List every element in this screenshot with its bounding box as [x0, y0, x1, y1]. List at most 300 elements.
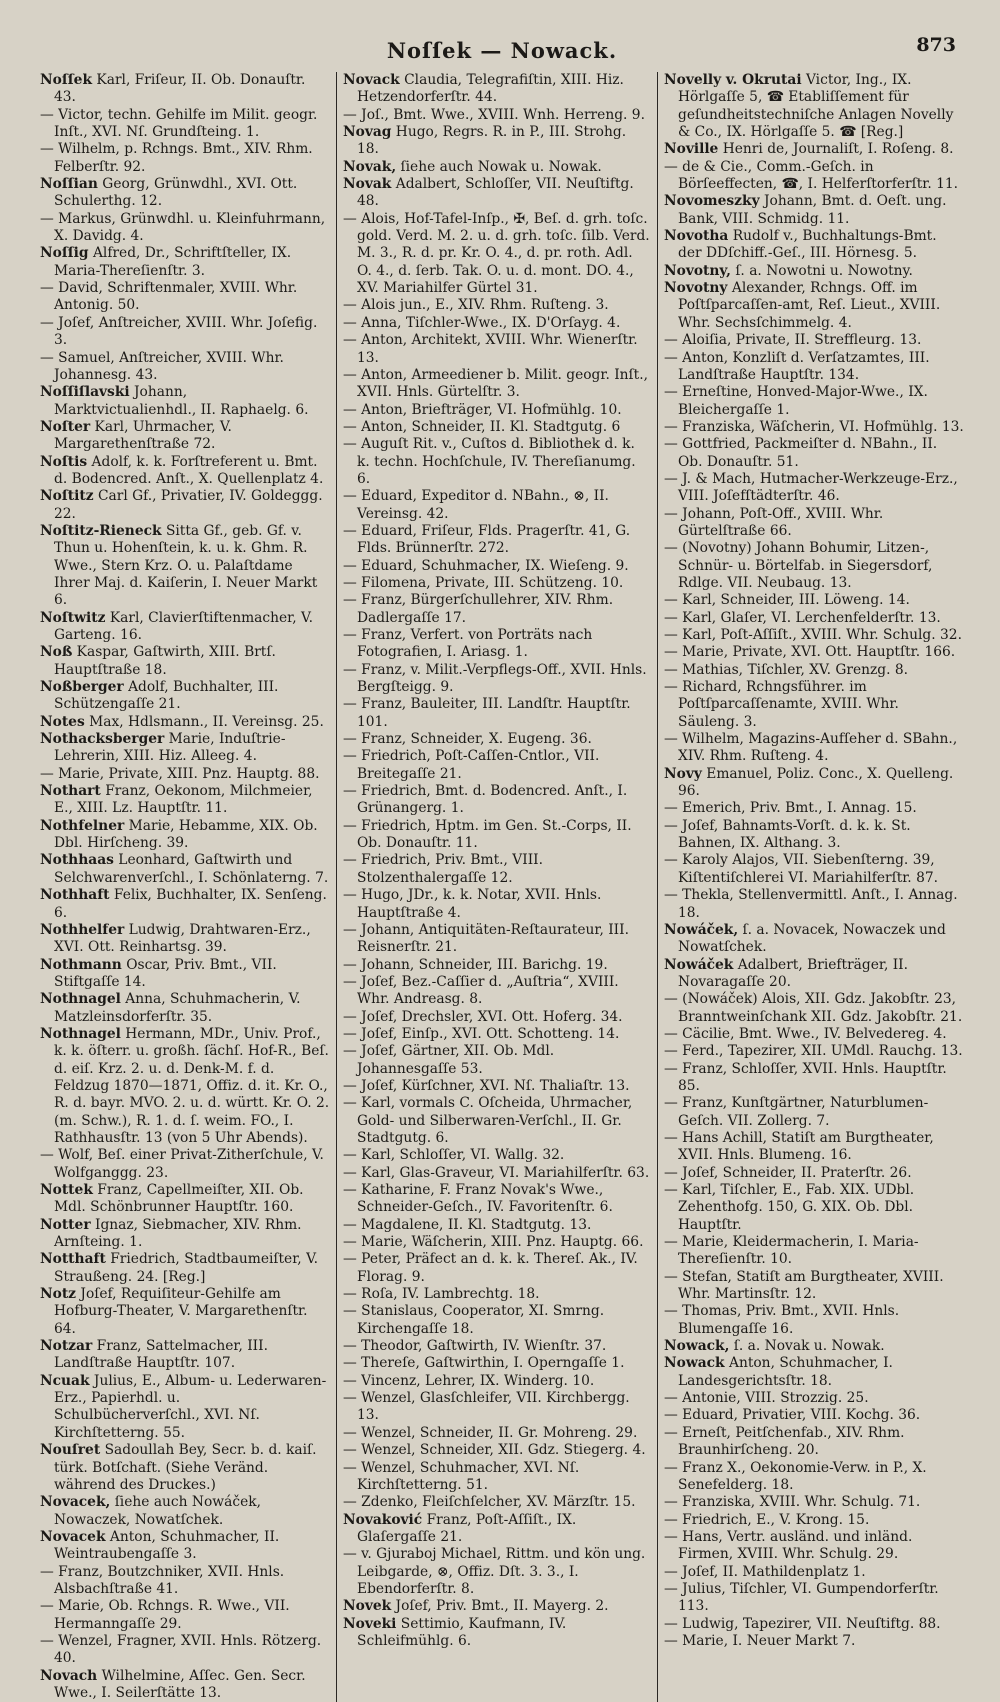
entry-surname: Notter: [40, 1216, 91, 1233]
entry-details: — Franziska, XVIII. Whr. Schulg. 71.: [664, 1494, 921, 1511]
entry-surname: Novelly v. Okrutai: [664, 72, 802, 88]
entry-details: — Wenzel, Schneider, XII. Gdz. Stiegerg. 4.: [343, 1442, 646, 1459]
entry-details: Karl, Friſeur, II. Ob. Donauſtr. 43.: [54, 72, 306, 106]
entry-details: Adolf, Buchhalter, III. Schützengaſſe 21.: [54, 679, 279, 713]
directory-entry: [40, 523, 330, 610]
entry-surname: Nothacksberger: [40, 731, 165, 748]
directory-entry: [343, 1165, 651, 1182]
entry-details: — Karl, Glaſer, VI. Lerchenfelderſtr. 13.: [664, 609, 941, 626]
directory-entry: [664, 263, 964, 280]
directory-entry: [40, 852, 330, 887]
entry-surname: Nouſret: [40, 1442, 101, 1459]
entry-details: — (Nowáček) Alois, XII. Gdz. Jakobſtr. 23, Branntweinſchank XII. Gdz. Jakobſtr. 21.: [664, 991, 963, 1025]
directory-entry: [664, 436, 964, 471]
entry-details: — Eduard, Privatier, VIII. Kochg. 36.: [664, 1407, 921, 1424]
directory-entry: [40, 1633, 330, 1668]
directory-entry: [40, 280, 330, 315]
entry-details: — Mathias, Tiſchler, XV. Grenzg. 8.: [664, 661, 909, 678]
entry-surname: Notz: [40, 1286, 77, 1303]
entry-details: ſ. a. Nowotni u. Nowotny.: [730, 262, 913, 279]
entry-details: — Marie, Private, XIII. Pnz. Hauptg. 88.: [40, 765, 320, 782]
directory-entry: [343, 1373, 651, 1390]
directory-entry: [343, 297, 651, 314]
directory-entry: [664, 662, 964, 679]
directory-entry: [664, 1165, 964, 1182]
entry-details: — Erneſtine, Honved-Major-Wwe., IX. Bleichergaſſe 1.: [664, 384, 928, 418]
directory-entry: [40, 1529, 330, 1564]
directory-entry: [40, 1494, 330, 1529]
entry-details: Settimio, Kaufmann, IV. Schleifmühlg. 6.: [357, 1615, 567, 1649]
entry-details: Alfred, Dr., Schriftſteller, IX. Maria-Thereſienſtr. 3.: [54, 245, 292, 279]
entry-surname: Nothfelner: [40, 817, 125, 834]
entry-details: — Wolf, Beſ. einer Privat-Zitherſchule, V. Wolfganggg. 23.: [40, 1147, 324, 1181]
entry-details: Anna, Schuhmacherin, V. Matzleinsdorferſtr. 35.: [54, 991, 301, 1025]
directory-entry: [40, 1668, 330, 1702]
directory-entry: [664, 766, 964, 801]
directory-entry: [343, 402, 651, 419]
directory-entry: [343, 1147, 651, 1164]
directory-entry: [40, 107, 330, 142]
entry-details: Adalbert, Briefträger, II. Novaragaſſe 20.: [678, 956, 909, 990]
directory-entry: [343, 1217, 651, 1234]
entry-details: — Friedrich, Bmt. d. Bodencred. Anſt., I. Grünangerg. 1.: [343, 783, 628, 817]
directory-entry: [664, 852, 964, 887]
entry-surname: Noſtitz: [40, 488, 94, 505]
entry-details: — Hugo, JDr., k. k. Notar, XVII. Hnls. Hauptſtraße 4.: [343, 887, 602, 921]
entry-details: — Joſef, Schneider, II. Praterſtr. 26.: [664, 1164, 912, 1181]
entry-surname: Nowack,: [664, 1338, 730, 1355]
directory-entry: [343, 662, 651, 697]
entry-details: Julius, E., Album- u. Lederwaren-Erz., Papierhdl. u. Schulbücherverſchl., XVI. Nſ. Kirchſtetterng. 55.: [54, 1372, 327, 1441]
directory-entry: [343, 107, 651, 124]
directory-entry: [664, 1095, 964, 1130]
entry-details: Victor, Ing., IX. Hörlgaſſe 5, ☎ Etabliſſement für geſundheitstechniſche Anlagen Novelly & Co., IX. Hörlgaſſe 5. ☎ [Reg.]: [678, 72, 954, 141]
entry-details: Henri de, Journaliſt, I. Roſeng. 8.: [718, 141, 954, 158]
entry-details: — Johann, Poſt-Off., XVIII. Whr. Gürtelſtraße 66.: [664, 505, 884, 539]
entry-details: — Marie, Private, XVI. Ott. Hauptſtr. 166.: [664, 644, 956, 661]
entry-details: — Anna, Tiſchler-Wwe., IX. D'Orſayg. 4.: [343, 314, 621, 331]
directory-entry: [664, 1616, 964, 1633]
directory-entry: [343, 211, 651, 298]
entry-details: — Franz, Kunſtgärtner, Naturblumen-Geſch. VII. Zollerg. 7.: [664, 1095, 929, 1129]
directory-entry: [40, 1338, 330, 1373]
entry-details: — Thereſe, Gaſtwirthin, I. Operngaſſe 1.: [343, 1355, 625, 1372]
directory-entry: [343, 957, 651, 974]
entry-details: — Franz, Bürgerſchullehrer, XIV. Rhm. Dadlergaſſe 17.: [343, 592, 614, 626]
directory-entry: [343, 1095, 651, 1147]
directory-entry: [40, 644, 330, 679]
entry-details: — Victor, techn. Gehilfe im Milit. geogr. Inſt., XVI. Nſ. Grundſteing. 1.: [40, 106, 318, 141]
directory-entry: [664, 592, 964, 609]
entry-surname: Notzar: [40, 1338, 93, 1355]
directory-entry: [343, 1234, 651, 1251]
entry-details: — Franz, Schneider, X. Eugeng. 36.: [343, 731, 592, 748]
entry-details: — Friedrich, Hptm. im Gen. St.-Corps, II. Ob. Donauſtr. 11.: [343, 817, 632, 852]
directory-entry: [664, 922, 964, 957]
entry-details: — Wilhelm, Magazins-Aufſeher d. SBahn., XIV. Rhm. Ruſteng. 4.: [664, 731, 958, 765]
entry-surname: Noß: [40, 644, 73, 661]
entry-details: — Franz, Verfert. von Porträts nach Fotografien, I. Ariasg. 1.: [343, 627, 593, 661]
entry-details: — Friedrich, Poſt-Caſſen-Cntlor., VII. Breitegaſſe 21.: [343, 748, 600, 782]
entry-surname: Novotny: [664, 280, 728, 297]
entry-details: — Johann, Schneider, III. Barichg. 19.: [343, 956, 608, 973]
entry-details: — Franz X., Oekonomie-Verw. in P., X. Senefelderg. 18.: [664, 1459, 927, 1493]
directory-entry: [40, 679, 330, 714]
directory-entry: [40, 1286, 330, 1338]
directory-entry: [343, 1442, 651, 1459]
column-2: [336, 72, 657, 1702]
entry-details: Emanuel, Poliz. Conc., X. Quelleng. 96.: [678, 765, 954, 800]
directory-entry: [664, 1303, 964, 1338]
directory-entry: [664, 193, 964, 228]
directory-entry: [40, 783, 330, 818]
entry-details: — Karoly Alajos, VII. Siebenſterng. 39, Kiſtentiſchlerei VI. Mariahilferſtr. 87.: [664, 852, 939, 886]
entry-details: ſ. a. Novacek, Nowaczek und Nowatſchek.: [678, 921, 946, 956]
entry-details: — Thekla, Stellenvermittl. Anſt., I. Annag. 18.: [664, 887, 958, 921]
entry-details: — Hans Achill, Statiſt am Burgtheater, XVII. Hnls. Blumeng. 16.: [664, 1129, 934, 1164]
directory-entry: [664, 419, 964, 436]
directory-entry: [343, 922, 651, 957]
entry-details: — Wenzel, Schuhmacher, XVI. Nſ. Kirchſtetterng. 51.: [343, 1459, 580, 1493]
entry-details: — Franz, Bauleiter, III. Landſtr. Hauptſtr. 101.: [343, 696, 631, 730]
directory-entry: [664, 506, 964, 541]
entry-surname: Noſter: [40, 418, 91, 435]
entry-details: Ignaz, Siebmacher, XIV. Rhm. Arnſteing. 1.: [54, 1216, 302, 1251]
entry-details: — Hans, Vertr. ausländ. und inländ. Firmen, XVIII. Whr. Schulg. 29.: [664, 1528, 913, 1563]
entry-surname: Nothart: [40, 783, 101, 800]
entry-details: — Franz, Schloſſer, XVII. Hnls. Hauptſtr. 85.: [664, 1060, 947, 1094]
running-head: Noſſek — Nowack.: [386, 38, 618, 63]
directory-entry: [664, 1564, 964, 1581]
directory-entry: [664, 800, 964, 817]
entry-details: — Franz, v. Milit.-Verpflegs-Off., XVII. Hnls. Bergſteigg. 9.: [343, 661, 647, 696]
directory-entry: [664, 1234, 964, 1269]
entry-details: Ludwig, Drahtwaren-Erz., XVI. Ott. Reinhartsg. 39.: [54, 921, 311, 956]
entry-details: Franz, Sattelmacher, III. Landſtraße Hauptſtr. 107.: [54, 1338, 268, 1372]
entry-details: Carl Gf., Privatier, IV. Goldeggg. 22.: [54, 488, 323, 522]
entry-details: — Eduard, Schuhmacher, IX. Wieſeng. 9.: [343, 557, 629, 574]
directory-entry: [40, 922, 330, 957]
directory-entry: [343, 1251, 651, 1286]
directory-entry: [343, 783, 651, 818]
entry-details: — Magdalene, II. Kl. Stadtgutg. 13.: [343, 1216, 592, 1233]
directory-entry: [343, 1616, 651, 1651]
directory-entry: [664, 1425, 964, 1460]
directory-entry: [664, 384, 964, 419]
entry-details: Karl, Clavierſtiftenmacher, V. Garteng. 16.: [54, 609, 313, 643]
directory-entry: [40, 957, 330, 992]
directory-entry: [343, 1338, 651, 1355]
entry-details: Oscar, Priv. Bmt., VII. Stiftgaſſe 14.: [54, 956, 277, 990]
directory-entry: [40, 610, 330, 645]
directory-entry: [40, 454, 330, 489]
entry-details: ſiehe auch Nowáček, Nowaczek, Nowatſchek.: [54, 1494, 261, 1528]
entry-surname: Notthaft: [40, 1251, 106, 1268]
column-3: [657, 72, 970, 1702]
entry-details: ſiehe auch Nowak u. Nowak.: [396, 158, 602, 175]
directory-entry: [664, 991, 964, 1026]
directory-entry: [343, 1494, 651, 1511]
entry-surname: Noſſian: [40, 176, 98, 193]
directory-entry: [40, 1442, 330, 1494]
directory-entry: [664, 627, 964, 644]
directory-entry: [343, 1598, 651, 1615]
entry-details: — Alois jun., E., XIV. Rhm. Ruſteng. 3.: [343, 297, 609, 314]
entry-surname: Nothhelfer: [40, 921, 125, 938]
entry-details: Marie, Induſtrie-Lehrerin, XIII. Hiz. Alleeg. 4.: [54, 731, 286, 765]
entry-details: — Joſef, Bahnamts-Vorſt. d. k. k. St. Bahnen, IX. Althang. 3.: [664, 817, 911, 852]
entry-surname: Nowack: [664, 1355, 725, 1372]
entry-details: Marie, Hebamme, XIX. Ob. Dbl. Hirſcheng. 39.: [54, 817, 318, 852]
entry-details: — Joſef, Bez.-Caſſier d. „Auſtria“, XVIII. Whr. Andreasg. 8.: [343, 973, 619, 1008]
entry-details: — Anton, Armeediener b. Milit. geogr. Inſt., XVII. Hnls. Gürtelſtr. 3.: [343, 366, 648, 401]
entry-surname: Nothhaft: [40, 887, 110, 904]
entry-details: Joſef, Priv. Bmt., II. Mayerg. 2.: [391, 1598, 609, 1615]
directory-entry: [343, 558, 651, 575]
entry-details: — Vincenz, Lehrer, IX. Winderg. 10.: [343, 1372, 595, 1389]
directory-entry: [40, 1182, 330, 1217]
directory-entry: [40, 72, 330, 107]
directory-entry: [40, 1026, 330, 1147]
directory-entry: [40, 1217, 330, 1252]
entry-surname: Nowáček: [664, 956, 734, 973]
entry-surname: Novacek,: [40, 1494, 111, 1511]
directory-entry: [40, 488, 330, 523]
entry-details: Alexander, Rchngs. Off. im Poſtſparcaſſen-amt, Reſ. Lieut., XVIII. Whr. Sechsſchimmelg. 4.: [678, 280, 941, 331]
entry-details: — Franziska, Wäſcherin, VI. Hofmühlg. 13.: [664, 418, 964, 435]
directory-entry: [343, 436, 651, 488]
entry-details: — Theodor, Gaſtwirth, IV. Wienſtr. 37.: [343, 1338, 607, 1355]
entry-details: — Marie, Ob. Rchngs. R. Wwe., VII. Hermanngaſſe 29.: [40, 1598, 290, 1632]
entry-details: — Karl, Glas-Graveur, VI. Mariahilferſtr. 63.: [343, 1164, 650, 1181]
entry-details: Sitta Gf., geb. Gf. v. Thun u. Hohenſtein, k. u. k. Ghm. R. Wwe., Stern Krz. O. u. Palaſtdame Ihrer Maj. d. Kaiſerin, I. Neuer Markt 6.: [54, 522, 318, 609]
entry-details: — J. & Mach, Hutmacher-Werkzeuge-Erz., VIII. Joſefſtädterſtr. 46.: [664, 470, 958, 505]
directory-entry: [343, 887, 651, 922]
directory-entry: [343, 1026, 651, 1043]
directory-entry: [40, 766, 330, 783]
directory-entry: [664, 280, 964, 332]
columns: [34, 72, 970, 1702]
entry-details: Hermann, MDr., Univ. Prof., k. k. öſterr. u. großh. ſächſ. Hof-R., Beſ. d. eiſ. Krz. 2. u. d. Denk-M. f. d. Feldzug 1870—1871, Offiz. d. it. Kr. O., R. d. bayr. MVO. 2. u. d. württ. Kr. O. 2. (m. Schw.), R. 1. d. ſ. weim. FO., I. Rathhausſtr. 13 (von 5 Uhr Abends).: [54, 1025, 330, 1146]
entry-details: — Franz, Boutzchniker, XVII. Hnls. Alsbachſtraße 41.: [40, 1563, 285, 1597]
entry-details: Sadoullah Bey, Secr. b. d. kaiſ. türk. Botſchaft. (Siehe Veränd. während des Druckes.): [54, 1442, 317, 1493]
entry-details: — Zdenko, Fleiſchſelcher, XV. Märzſtr. 15.: [343, 1494, 636, 1511]
directory-entry: [664, 1512, 964, 1529]
directory-entry: [343, 1546, 651, 1598]
entry-details: — de & Cie., Comm.-Geſch. in Börſeeffecten, ☎, I. Helferſtorferſtr. 11.: [664, 158, 959, 193]
directory-entry: [343, 575, 651, 592]
entry-details: — Stefan, Statiſt am Burgtheater, XVIII. Whr. Martinsſtr. 12.: [664, 1268, 944, 1303]
entry-details: — v. Gjuraboj Michael, Rittm. und kön ung. Leibgarde, ⊗, Offiz. Dſt. 3. 3., I. Ebendorferſtr. 8.: [343, 1546, 646, 1597]
entry-details: — Karl, Schloſſer, VI. Wallg. 32.: [343, 1147, 565, 1164]
directory-entry: [343, 627, 651, 662]
entry-surname: Nothmann: [40, 956, 122, 973]
entry-surname: Novy: [664, 765, 702, 782]
entry-details: — Joſef, Anſtreicher, XVIII. Whr. Joſefig. 3.: [40, 314, 318, 349]
directory-entry: [343, 974, 651, 1009]
directory-entry: [343, 696, 651, 731]
entry-details: — Karl, Tiſchler, E., Fab. XIX. UDbl. Zehenthofg. 150, G. XIX. Ob. Dbl. Hauptſtr.: [664, 1182, 915, 1233]
directory-entry: [664, 1338, 964, 1355]
entry-details: Johann, Bmt. d. Oeſt. ung. Bank, VIII. Schmidg. 11.: [678, 193, 947, 227]
entry-surname: Noſſiſlavski: [40, 384, 130, 401]
directory-entry: [664, 141, 964, 158]
directory-entry: [343, 1512, 651, 1547]
directory-entry: [343, 332, 651, 367]
directory-entry: [664, 1633, 964, 1650]
entry-details: — Alois, Hof-Tafel-Inſp., ✠, Beſ. d. grh. toſc. gold. Verd. M. 2. u. d. grh. toſc. ſilb. Verd. M. 3., R. d. pr. Kr. O. 4., d. pr. roth. Adl. O. 4., d. ſerb. Tak. O. u. d. mont. DO. 4., XV. Mariahilfer Gürtel 31.: [343, 210, 650, 297]
entry-details: — Johann, Antiquitäten-Reſtaurateur, III. Reisnerſtr. 21.: [343, 921, 629, 956]
entry-details: — Auguſt Rit. v., Cuſtos d. Bibliothek d. k. k. techn. Hochſchule, IV. Thereſianumg. 6.: [343, 436, 636, 487]
entry-details: — Markus, Grünwdhl. u. Kleinfuhrmann, X. Davidg. 4.: [40, 210, 326, 245]
entry-details: Joſef, Requiſiteur-Gehilfe am Hofburg-Theater, V. Margarethenſtr. 64.: [54, 1286, 308, 1337]
entry-surname: Novek: [343, 1598, 392, 1615]
entry-surname: Noßberger: [40, 679, 124, 696]
directory-entry: [343, 159, 651, 176]
directory-entry: [664, 332, 964, 349]
entry-details: Johann, Marktvictualienhdl., II. Raphaelg. 6.: [54, 384, 309, 418]
entry-details: — Samuel, Anſtreicher, XVIII. Whr. Johannesg. 43.: [40, 349, 284, 383]
entry-details: — Wenzel, Schneider, II. Gr. Mohreng. 29.: [343, 1424, 638, 1441]
entry-details: Max, Hdlsmann., II. Vereinsg. 25.: [84, 713, 324, 730]
entry-surname: Novaković: [343, 1511, 423, 1528]
entry-details: — Emerich, Priv. Bmt., I. Annag. 15.: [664, 800, 917, 817]
entry-details: Friedrich, Stadtbaumeiſter, V. Straußeng. 24. [Reg.]: [54, 1251, 319, 1285]
entry-surname: Notes: [40, 713, 85, 730]
entry-surname: Novach: [40, 1667, 98, 1684]
directory-entry: [343, 731, 651, 748]
directory-entry: [343, 592, 651, 627]
directory-entry: [40, 245, 330, 280]
entry-details: — Karl, Poſt-Aſſiſt., XVIII. Whr. Schulg. 32.: [664, 627, 962, 643]
directory-entry: [343, 1043, 651, 1078]
directory-entry: [343, 1303, 651, 1338]
directory-entry: [343, 748, 651, 783]
entry-details: — Joſef, Kürſchner, XVI. Nſ. Thaliaſtr. 13.: [343, 1077, 630, 1094]
entry-details: — Friedrich, Priv. Bmt., VIII. Stolzenthalergaſſe 12.: [343, 852, 543, 886]
entry-surname: Nothnagel: [40, 991, 121, 1008]
entry-details: — Anton, Konzliſt d. Verſatzamtes, III. Landſtraße Hauptſtr. 134.: [664, 349, 930, 383]
directory-entry: [343, 818, 651, 853]
directory-entry: [664, 957, 964, 992]
entry-surname: Nothhaas: [40, 852, 114, 869]
entry-surname: Noſſek: [40, 72, 93, 88]
directory-entry: [664, 228, 964, 263]
directory-entry: [343, 315, 651, 332]
entry-details: Wilhelmine, Aſſec. Gen. Secr. Wwe., I. Seilerſtätte 13.: [54, 1667, 306, 1701]
entry-surname: Noſtwitz: [40, 609, 106, 626]
entry-details: Karl, Uhrmacher, V. Margarethenſtraße 72.: [54, 418, 232, 453]
entry-surname: Novomeszky: [664, 193, 760, 210]
directory-entry: [40, 141, 330, 176]
directory-entry: [664, 1043, 964, 1060]
entry-surname: Noville: [664, 141, 719, 158]
entry-details: — Roſa, IV. Lambrechtg. 18.: [343, 1286, 540, 1303]
directory-entry: [40, 1147, 330, 1182]
entry-details: — Anton, Briefträger, VI. Hofmühlg. 10.: [343, 401, 622, 418]
directory-entry: [40, 887, 330, 922]
directory-entry: [40, 714, 330, 731]
directory-entry: [664, 1529, 964, 1564]
entry-details: — Joſef, Drechsler, XVI. Ott. Hoferg. 34.: [343, 1008, 623, 1025]
entry-surname: Nottek: [40, 1182, 93, 1198]
entry-details: Franz, Oekonom, Milchmeier, E., XIII. Lz. Hauptſtr. 11.: [54, 783, 313, 817]
directory-entry: [40, 1598, 330, 1633]
directory-entry: [40, 1251, 330, 1286]
directory-entry: [40, 1564, 330, 1599]
entry-surname: Novotha: [664, 228, 729, 245]
entry-details: — Karl, Schneider, III. Löweng. 14.: [664, 592, 910, 609]
entry-details: — David, Schriftenmaler, XVIII. Whr. Antonig. 50.: [40, 280, 298, 314]
directory-entry: [664, 1407, 964, 1424]
directory-entry: [664, 818, 964, 853]
directory-entry: [40, 350, 330, 385]
directory-entry: [343, 1460, 651, 1495]
entry-surname: Novak,: [343, 158, 397, 175]
entry-details: Claudia, Telegrafiſtin, XIII. Hiz. Hetzendorferſtr. 44.: [357, 72, 624, 106]
entry-details: ſ. a. Novak u. Nowak.: [729, 1338, 885, 1355]
entry-surname: Noſtitz-Rieneck: [40, 522, 162, 539]
entry-details: Hugo, Regrs. R. in P., III. Strohg. 18.: [357, 124, 627, 158]
directory-entry: [343, 1078, 651, 1095]
entry-surname: Novag: [343, 124, 392, 141]
entry-details: — Filomena, Private, III. Schützeng. 10.: [343, 574, 624, 591]
directory-entry: [343, 852, 651, 887]
directory-entry: [40, 991, 330, 1026]
entry-details: — Eduard, Expeditor d. NBahn., ⊗, II. Vereinsg. 42.: [343, 488, 609, 522]
directory-entry: [664, 1460, 964, 1495]
entry-details: Franz, Capellmeiſter, XII. Ob. Mdl. Schönbrunner Hauptſtr. 160.: [54, 1182, 304, 1216]
entry-details: — Katharine, F. Franz Novak's Wwe., Schneider-Geſch., IV. Favoritenſtr. 6.: [343, 1182, 613, 1216]
entry-surname: Nowáček,: [664, 921, 739, 938]
entry-details: — Wenzel, Glasſchleifer, VII. Kirchbergg. 13.: [343, 1390, 630, 1424]
directory-entry: [664, 1182, 964, 1234]
entry-details: — Ferd., Tapezirer, XII. UMdl. Rauchg. 13.: [664, 1043, 963, 1060]
directory-entry: [664, 1061, 964, 1096]
entry-details: — Aloiſia, Private, II. Streffleurg. 13.: [664, 332, 922, 349]
entry-details: — Thomas, Priv. Bmt., XVII. Hnls. Blumengaſſe 16.: [664, 1303, 900, 1337]
entry-details: — Anton, Schneider, II. Kl. Stadtgutg. 6: [343, 418, 621, 435]
entry-details: Anton, Schuhmacher, I. Landesgerichtsſtr. 18.: [678, 1355, 893, 1389]
directory-entry: [664, 1026, 964, 1043]
directory-entry: [40, 176, 330, 211]
entry-surname: Ncuak: [40, 1372, 90, 1389]
entry-details: — Joſef, II. Mathildenplatz 1.: [664, 1563, 866, 1580]
entry-details: — Wilhelm, p. Rchngs. Bmt., XIV. Rhm. Felberſtr. 92.: [40, 141, 313, 175]
directory-entry: [664, 1494, 964, 1511]
entry-details: — Marie, Kleidermacherin, I. Maria-Thereſienſtr. 10.: [664, 1234, 919, 1268]
directory-entry: [664, 540, 964, 592]
directory-entry: [343, 176, 651, 211]
directory-entry: [343, 72, 651, 107]
directory-entry: [343, 1425, 651, 1442]
entry-surname: Novack: [343, 72, 400, 88]
directory-entry: [664, 350, 964, 385]
entry-details: Georg, Grünwdhl., XVI. Ott. Schulerthg. 12.: [54, 176, 298, 210]
entry-surname: Noveki: [343, 1615, 397, 1632]
directory-entry: [664, 471, 964, 506]
directory-entry: [664, 72, 964, 141]
directory-entry: [40, 419, 330, 454]
entry-details: — Peter, Präfect an d. k. k. Thereſ. Ak., IV. Florag. 9.: [343, 1251, 638, 1285]
entry-details: — Julius, Tiſchler, VI. Gumpendorferſtr. 113.: [664, 1580, 939, 1615]
entry-details: Anton, Schuhmacher, II. Weintraubengaſſe 3.: [54, 1528, 280, 1563]
entry-surname: Nothnagel: [40, 1025, 121, 1042]
directory-entry: [343, 523, 651, 558]
entry-details: Adolf, k. k. Forſtreferent u. Bmt. d. Bodencred. Anſt., X. Quellenplatz 4.: [54, 453, 324, 487]
entry-details: Franz, Poſt-Aſſiſt., IX. Glaſergaſſe 21.: [357, 1511, 577, 1545]
directory-entry: [664, 1355, 964, 1390]
